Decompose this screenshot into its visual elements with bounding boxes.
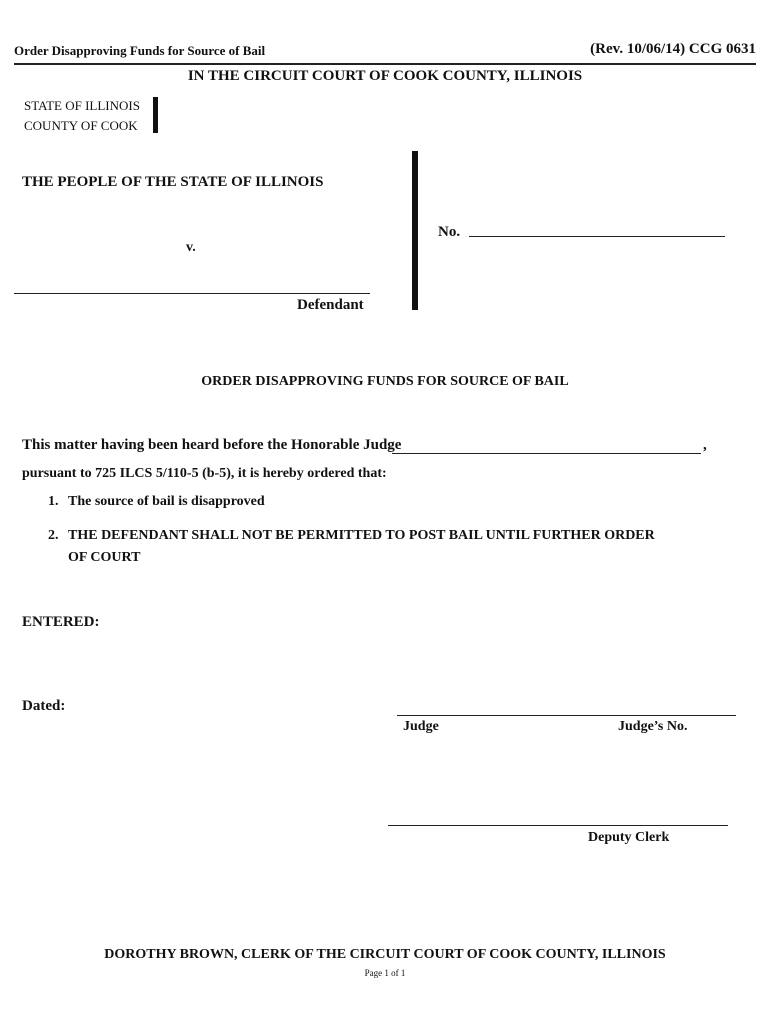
case-number-field[interactable] [469,236,725,237]
list-item-text: The source of bail is disapproved [68,494,265,509]
judge-label: Judge [403,719,439,734]
revision-number: (Rev. 10/06/14) CCG 0631 [590,41,756,57]
statute-text: pursuant to 725 ILCS 5/110-5 (b-5), it is hereby ordered that: [22,466,387,481]
header-rule [14,63,756,65]
venue-county: COUNTY OF COOK [24,118,138,133]
court-heading: IN THE CIRCUIT COURT OF COOK COUNTY, ILLINOIS [187,68,583,84]
intro-comma: , [703,437,707,453]
dated-label: Dated: [22,698,66,714]
deputy-clerk-label: Deputy Clerk [588,830,670,845]
page-number: Page 1 of 1 [364,968,406,978]
versus-label: v. [186,240,196,255]
venue-bracket [153,97,158,133]
list-item-number: 2. [48,528,59,543]
deputy-clerk-signature-line[interactable] [388,825,728,826]
caption-divider [412,151,418,310]
order-title: ORDER DISAPPROVING FUNDS FOR SOURCE OF BAIL [201,374,569,389]
judge-signature-line[interactable] [397,715,736,716]
defendant-label: Defendant [297,297,364,313]
list-item-number: 1. [48,494,59,509]
defendant-name-field[interactable] [14,293,370,294]
list-item-text: THE DEFENDANT SHALL NOT BE PERMITTED TO POST BAIL UNTIL FURTHER ORDER [68,528,655,543]
form-title: Order Disapproving Funds for Source of Bail [14,43,266,58]
clerk-footer: DOROTHY BROWN, CLERK OF THE CIRCUIT COURT OF COOK COUNTY, ILLINOIS [104,947,666,962]
list-item-text-continued: OF COURT [68,550,141,565]
judge-name-field[interactable] [392,453,701,454]
venue-state: STATE OF ILLINOIS [24,98,140,113]
case-number-label: No. [438,224,461,240]
judge-number-label: Judge’s No. [618,719,688,734]
plaintiff-name: THE PEOPLE OF THE STATE OF ILLINOIS [22,174,324,190]
intro-text: This matter having been heard before the Honorable Judge [22,437,402,453]
entered-label: ENTERED: [22,614,100,630]
